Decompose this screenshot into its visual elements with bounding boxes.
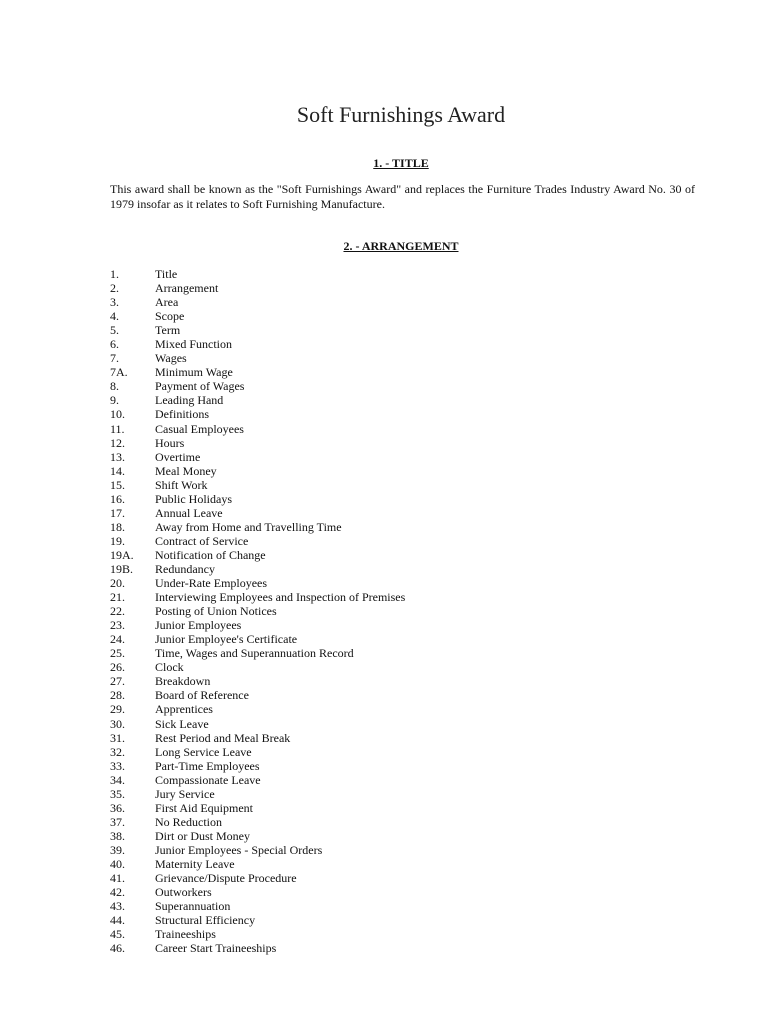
arrangement-item-label: Meal Money [155,463,217,478]
arrangement-item-number: 36. [110,800,125,815]
arrangement-item-label: Part-Time Employees [155,758,260,773]
arrangement-item-number: 6. [110,337,119,352]
arrangement-item-number: 44. [110,913,125,928]
arrangement-item-label: Sick Leave [155,716,209,731]
arrangement-item [110,393,570,407]
arrangement-item [110,295,570,309]
arrangement-item-number: 21. [110,590,125,605]
arrangement-item-number: 3. [110,295,119,310]
arrangement-item-number: 46. [110,941,125,956]
arrangement-item-number: 43. [110,899,125,914]
arrangement-item-number: 17. [110,505,125,520]
arrangement-item-number: 24. [110,632,125,647]
arrangement-item-number: 26. [110,660,125,675]
arrangement-item-number: 27. [110,674,125,689]
arrangement-item-number: 29. [110,702,125,717]
arrangement-item [110,801,570,815]
arrangement-item-label: Casual Employees [155,421,244,436]
arrangement-item-number: 14. [110,463,125,478]
arrangement-item-label: Compassionate Leave [155,772,261,787]
arrangement-item-label: Jury Service [155,786,215,801]
arrangement-item-number: 25. [110,646,125,661]
arrangement-item [110,885,570,899]
arrangement-item-number: 2. [110,281,119,296]
arrangement-item-number: 33. [110,758,125,773]
arrangement-item [110,702,570,716]
arrangement-item-number: 45. [110,927,125,942]
arrangement-item [110,745,570,759]
arrangement-item-number: 20. [110,576,125,591]
arrangement-item-number: 12. [110,435,125,450]
arrangement-item-label: Shift Work [155,477,208,492]
arrangement-item-number: 38. [110,828,125,843]
arrangement-item-label: Junior Employees - Special Orders [155,842,323,857]
arrangement-item [110,632,570,646]
arrangement-item-number: 11. [110,421,125,436]
arrangement-item [110,534,570,548]
arrangement-item-label: Outworkers [155,885,212,900]
arrangement-item-number: 37. [110,814,125,829]
arrangement-item [110,927,570,941]
arrangement-item [110,731,570,745]
arrangement-item-number: 39. [110,842,125,857]
arrangement-item-label: Overtime [155,449,201,464]
arrangement-item-number: 23. [110,618,125,633]
arrangement-item-number: 19. [110,533,125,548]
arrangement-item [110,337,570,351]
arrangement-item [110,450,570,464]
arrangement-item-label: Junior Employees [155,618,242,633]
arrangement-item [110,422,570,436]
arrangement-item [110,759,570,773]
arrangement-item-label: Career Start Traineeships [155,941,277,956]
arrangement-item [110,520,570,534]
arrangement-item-label: Structural Efficiency [155,913,256,928]
arrangement-item [110,674,570,688]
arrangement-item [110,323,570,337]
arrangement-item [110,688,570,702]
arrangement-item-label: Under-Rate Employees [155,576,268,591]
arrangement-item-label: Traineeships [155,927,216,942]
arrangement-item-label: Superannuation [155,899,231,914]
arrangement-item-number: 22. [110,604,125,619]
arrangement-item-label: Area [155,295,179,310]
arrangement-item-label: Time, Wages and Superannuation Record [155,646,354,661]
arrangement-item [110,478,570,492]
arrangement-item-number: 15. [110,477,125,492]
arrangement-item-label: Rest Period and Meal Break [155,730,291,745]
arrangement-item-label: Scope [155,309,185,324]
arrangement-item-number: 18. [110,519,125,534]
arrangement-item-label: Away from Home and Travelling Time [155,519,342,534]
arrangement-item [110,492,570,506]
arrangement-item [110,576,570,590]
arrangement-item [110,407,570,421]
arrangement-item-label: Leading Hand [155,393,224,408]
arrangement-item [110,281,570,295]
arrangement-item-number: 42. [110,885,125,900]
arrangement-item-number: 10. [110,407,125,422]
arrangement-item-label: Term [155,323,181,338]
arrangement-item-label: Title [155,267,178,281]
arrangement-item-label: No Reduction [155,814,222,829]
arrangement-item [110,590,570,604]
arrangement-item [110,717,570,731]
arrangement-item-label: Long Service Leave [155,744,252,759]
arrangement-item-number: 34. [110,772,125,787]
arrangement-item [110,618,570,632]
arrangement-item-number: 8. [110,379,119,394]
arrangement-item-number: 19B. [110,561,134,576]
arrangement-item [110,365,570,379]
arrangement-item [110,843,570,857]
arrangement-item [110,787,570,801]
arrangement-item-number: 41. [110,871,125,886]
arrangement-item [110,604,570,618]
arrangement-item-number: 5. [110,323,119,338]
arrangement-item-number: 9. [110,393,119,408]
arrangement-item-label: Grievance/Dispute Procedure [155,871,297,886]
arrangement-item [110,309,570,323]
arrangement-item-label: Notification of Change [155,547,266,562]
arrangement-item-label: Junior Employee's Certificate [155,632,298,647]
arrangement-item [110,815,570,829]
arrangement-item [110,436,570,450]
document-title: Soft Furnishings Award [296,102,506,127]
arrangement-item-number: 32. [110,744,125,759]
arrangement-item-label: Dirt or Dust Money [155,828,250,843]
arrangement-item-label: Clock [155,660,184,675]
arrangement-item-number: 1. [110,267,119,281]
arrangement-item-label: Arrangement [155,281,219,296]
arrangement-list [110,267,570,955]
arrangement-item-label: Contract of Service [155,533,249,548]
arrangement-item [110,773,570,787]
arrangement-item [110,464,570,478]
arrangement-item-number: 7A. [110,365,128,380]
arrangement-item [110,267,570,281]
arrangement-item [110,941,570,955]
arrangement-item [110,646,570,660]
arrangement-item-label: Interviewing Employees and Inspection of Premises [155,590,406,605]
arrangement-item-number: 31. [110,730,125,745]
arrangement-item-number: 40. [110,856,125,871]
arrangement-item-number: 4. [110,309,119,324]
section-heading-arrangement: 2. - ARRANGEMENT [343,239,459,253]
arrangement-item-label: Definitions [155,407,209,422]
section-heading-title: 1. - TITLE [373,156,429,170]
arrangement-item-label: Redundancy [155,561,215,576]
arrangement-item-label: Minimum Wage [155,365,233,380]
arrangement-item-number: 30. [110,716,125,731]
arrangement-item [110,351,570,365]
arrangement-item-label: Mixed Function [155,337,232,352]
arrangement-item-label: Payment of Wages [155,379,245,394]
arrangement-item [110,562,570,576]
arrangement-item-label: Wages [155,351,187,366]
arrangement-item-number: 7. [110,351,119,366]
arrangement-item-number: 13. [110,449,125,464]
arrangement-item [110,857,570,871]
arrangement-item-number: 16. [110,491,125,506]
arrangement-item-number: 19A. [110,547,134,562]
arrangement-item-label: First Aid Equipment [155,800,254,815]
arrangement-item [110,379,570,393]
arrangement-item-number: 35. [110,786,125,801]
arrangement-item [110,899,570,913]
arrangement-item-label: Posting of Union Notices [155,604,277,619]
arrangement-item-number: 28. [110,688,125,703]
arrangement-item [110,871,570,885]
title-clause-text: This award shall be known as the "Soft Furnishings Award" and replaces the Furniture Trades Industry Award No. 30 of 1979 insofar as it relates to Soft Furnishing Manufacture. [110,182,695,211]
arrangement-item [110,660,570,674]
arrangement-item-label: Hours [155,435,185,450]
arrangement-item-label: Breakdown [155,674,211,689]
arrangement-item-label: Maternity Leave [155,856,235,871]
arrangement-item [110,506,570,520]
arrangement-item-label: Apprentices [155,702,213,717]
arrangement-item [110,548,570,562]
arrangement-item-label: Public Holidays [155,491,232,506]
arrangement-item-label: Annual Leave [155,505,223,520]
arrangement-item-label: Board of Reference [155,688,249,703]
arrangement-item [110,829,570,843]
arrangement-item [110,913,570,927]
